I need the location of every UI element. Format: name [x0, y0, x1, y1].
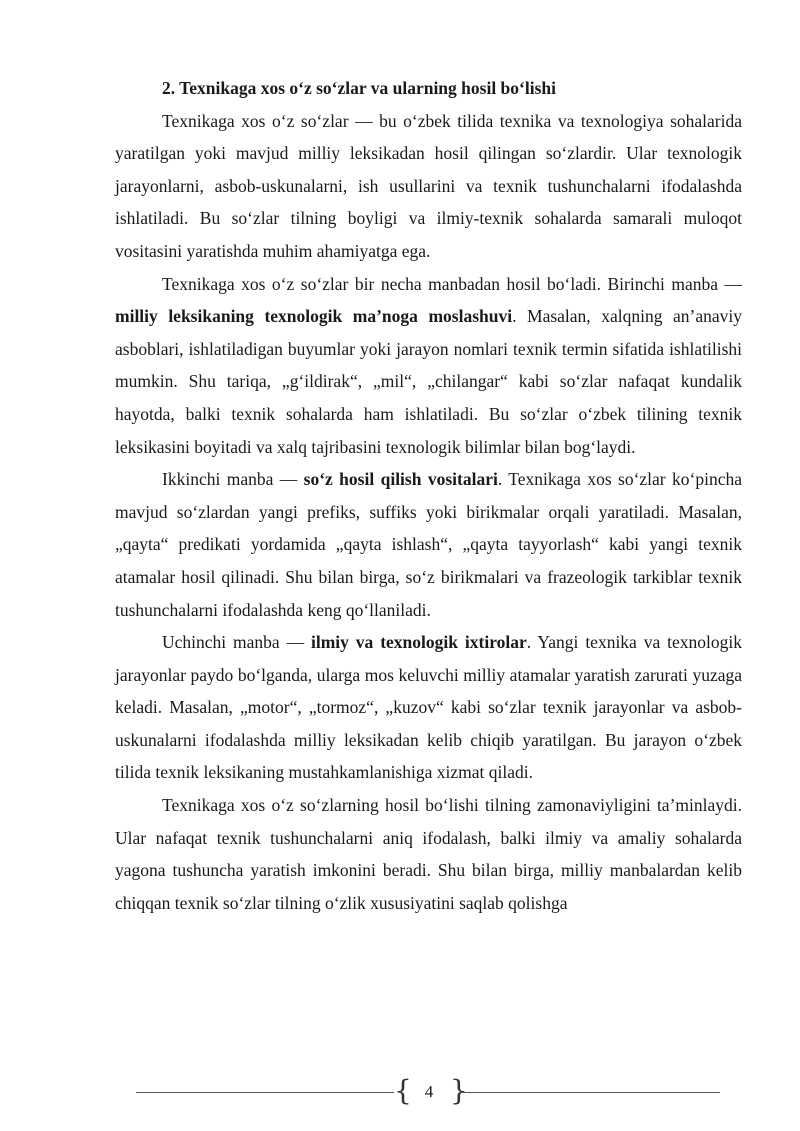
paragraph-text: . Masalan, xalqning an’anaviy asboblari, ishlatiladigan buyumlar yoki jarayon nomlari texnik termin sifatida ishlatilishi mumkin. Shu tariqa, „g‘ildirak“, „mil“, „chilangar“ kabi so‘zlar nafaqat kundalik hayotda, balki texnik sohalarda ham ishlatiladi. Bu so‘zlar o‘zbek tilining texnik leksikasini boyitadi va xalq tajribasini texnologik bilimlar bilan bog‘laydi. — [115, 306, 742, 457]
bold-term: ilmiy va texnologik ixtirolar — [311, 632, 527, 653]
paragraph-text: Texnikaga xos o‘z so‘zlarning hosil bo‘lishi tilning zamonaviyligini ta’minlaydi. Ular nafaqat texnik tushunchalarni aniq ifodalash, balki ilmiy va amaliy sohalarda yagona tushuncha yaratish imkonini beradi. Shu bilan birga, milliy manbalardan kelib chiqqan texnik so‘zlar tilning o‘zlik xususiyatini saqlab qolishga — [115, 795, 742, 913]
paragraph-3 — [115, 463, 742, 626]
bold-term: milliy leksikaning texnologik ma’noga moslashuvi — [115, 306, 513, 327]
paragraph-1 — [115, 105, 742, 268]
paragraph-text: Uchinchi manba — — [162, 632, 311, 653]
paragraph-text: Texnikaga xos o‘z so‘zlar bir necha manbadan hosil bo‘ladi. Birinchi manba — — [162, 273, 742, 294]
page-content — [115, 72, 742, 919]
footer-bracket-left: { — [394, 1074, 412, 1107]
paragraph-text: . Texnikaga xos so‘zlar ko‘pincha mavjud so‘zlardan yangi prefiks, suffiks yoki birikmalar orqali yaratiladi. Masalan, „qayta“ predikati yordamida „qayta ishlash“, „qayta tayyorlash“ kabi yangi texnik atamalar hosil qilinadi. Shu bilan birga, so‘z birikmalari va frazeologik tarkiblar texnik tushunchalarni ifodalashda keng qo‘llaniladi. — [115, 469, 742, 620]
section-heading: 2. Texnikaga xos o‘z so‘zlar va ularning hosil bo‘lishi — [162, 78, 556, 98]
footer-rule-right — [462, 1092, 720, 1093]
paragraph-2 — [115, 268, 742, 464]
page-footer — [0, 1074, 800, 1110]
paragraph-text: Ikkinchi manba — — [162, 469, 304, 490]
paragraph-text: . Yangi texnika va texnologik jarayonlar paydo bo‘lganda, ularga mos keluvchi milliy atamalar yaratish zarurati yuzaga keladi. Masalan, „motor“, „tormoz“, „kuzov“ kabi so‘zlar texnik jarayonlar va asbob-uskunalarni ifodalashda milliy leksikadan kelib chiqib yaratilgan. Bu jarayon o‘zbek tilida texnik leksikaning mustahkamlanishiga xizmat qiladi. — [115, 632, 742, 783]
paragraph-5 — [115, 789, 742, 919]
bold-term: so‘z hosil qilish vositalari — [303, 469, 498, 490]
footer-bracket-right: } — [450, 1074, 468, 1107]
footer-rule-left — [136, 1092, 394, 1093]
paragraph-text: Texnikaga xos o‘z so‘zlar — bu o‘zbek tilida texnika va texnologiya sohalarida yaratilgan yoki mavjud milliy leksikadan hosil qilingan so‘zlardir. Ular texnologik jarayonlarni, asbob-uskunalarni, ish usullarini va texnik tushunchalarni ifodalashda ishlatiladi. Bu so‘zlar tilning boyligi va ilmiy-texnik sohalarda samarali muloqot vositasini yaratishda muhim ahamiyatga ega. — [115, 110, 742, 261]
paragraph-4 — [115, 626, 742, 789]
page-number: 4 — [424, 1082, 434, 1101]
